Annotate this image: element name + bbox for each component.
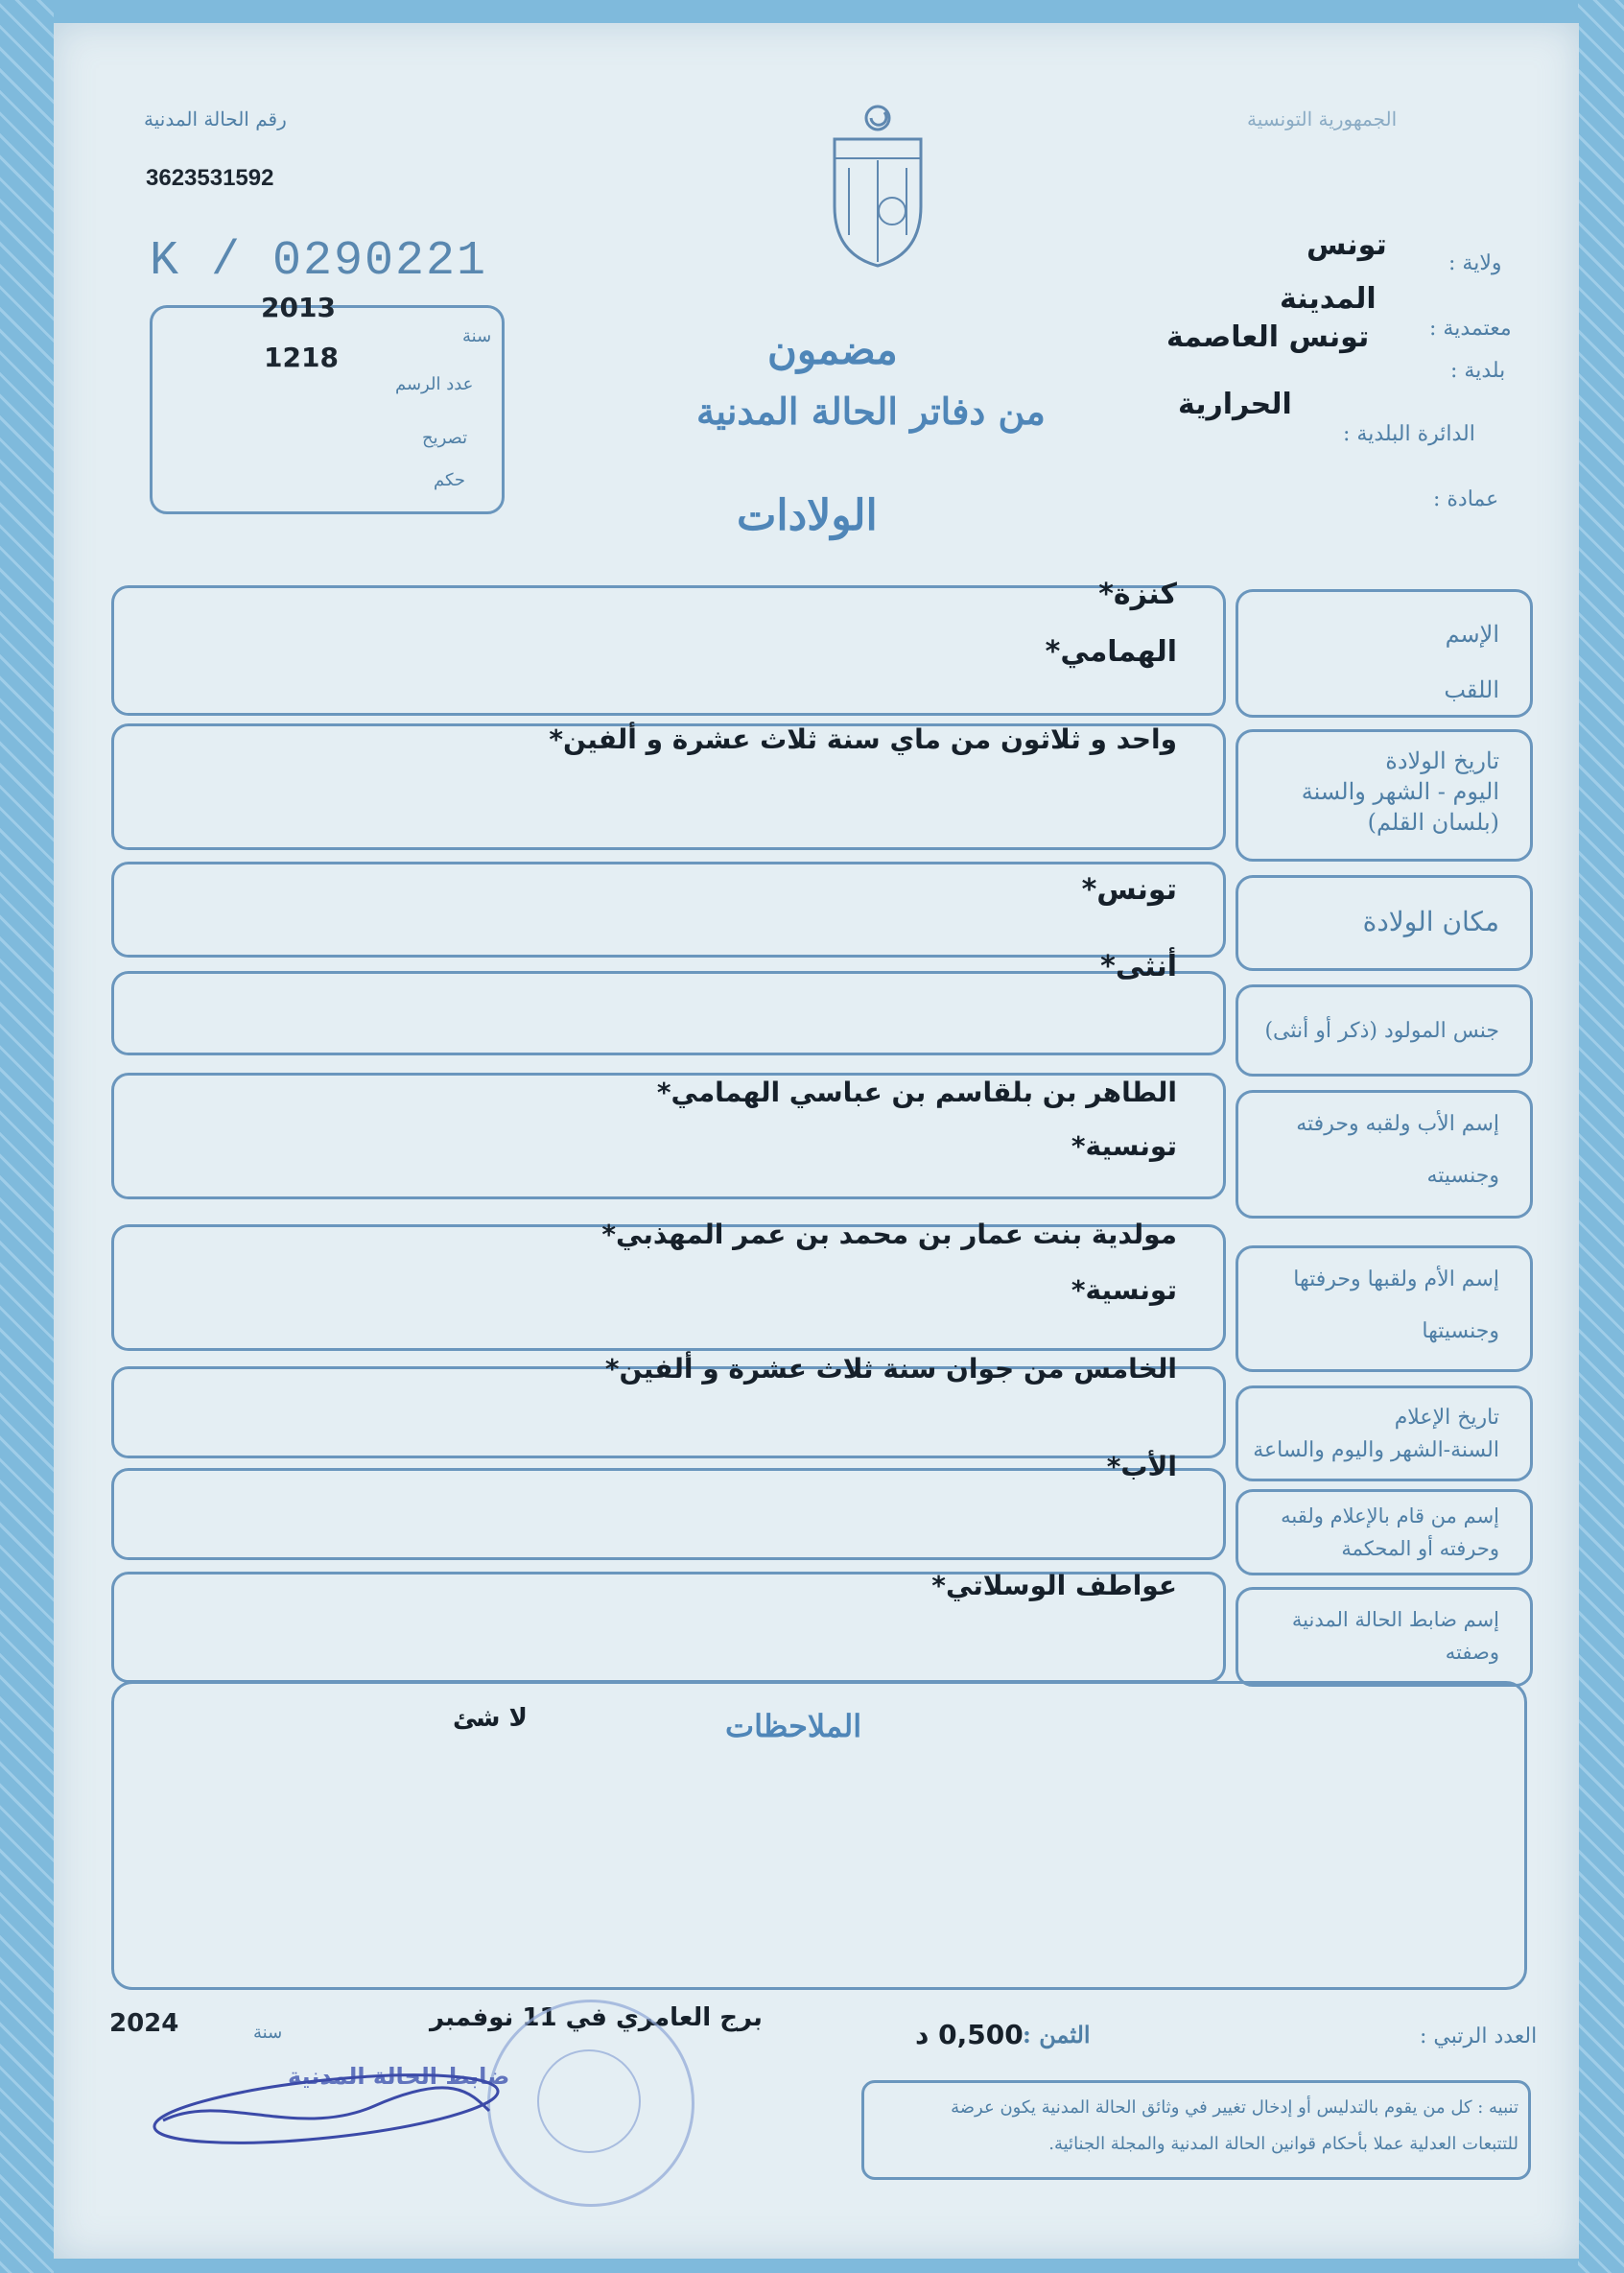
label-declaration-date-sub: السنة-الشهر واليوم والساعة [1253, 1438, 1499, 1462]
wilaya-label: ولاية : [1448, 251, 1502, 275]
value-box-birth-place [111, 862, 1226, 958]
issue-date: برج العامري في 11 نوفمبر [430, 2003, 763, 2032]
coat-of-arms-icon [825, 101, 930, 269]
document-title-line2: من دفاتر الحالة المدنية [696, 390, 1046, 433]
label-box-birth-date [1236, 729, 1533, 862]
label-box-declaration-date [1236, 1385, 1533, 1481]
civil-number: 3623531592 [146, 165, 274, 191]
label-father: إسم الأب ولقبه وحرفته [1296, 1112, 1499, 1136]
document-title-line1: مضمون [767, 326, 898, 373]
label-birth-date: تاريخ الولادة [1385, 747, 1499, 774]
serial-number: K / 0290221 [150, 234, 488, 289]
label-officer: إسم ضابط الحالة المدنية [1291, 1608, 1499, 1631]
label-birth-place: مكان الولادة [1362, 906, 1499, 937]
year-label: سنة [462, 326, 492, 346]
remarks-label: الملاحظات [725, 1708, 862, 1744]
price-value: 0,500 د [915, 2019, 1024, 2050]
label-box-father [1236, 1090, 1533, 1219]
label-surname: اللقب [1444, 676, 1499, 703]
price-label: الثمن : [1023, 2021, 1091, 2048]
republic-label: الجمهورية التونسية [1247, 107, 1398, 130]
warning-line1: تنبيه : كل من يقوم بالتدليس أو إدخال تغيير في وثائق الحالة المدنية يكون عرضة [951, 2097, 1518, 2118]
act-number: 1218 [264, 342, 339, 373]
label-mother-nationality: وجنسيتها [1422, 1319, 1499, 1343]
registry-number-label: العدد الرتبي : [1420, 2024, 1538, 2048]
label-declaration-date: تاريخ الإعلام [1394, 1406, 1499, 1430]
label-mother: إسم الأم ولقبها وحرفتها [1293, 1267, 1499, 1291]
mutamadia-label: معتمدية : [1429, 317, 1512, 341]
birth-date-value: واحد و ثلاثون من ماي سنة ثلاث عشرة و ألفين* [549, 723, 1177, 755]
official-stamp-inner-icon [537, 2049, 641, 2153]
signature-icon [144, 2053, 508, 2159]
judgment-label: حكم [434, 470, 466, 490]
act-year: 2013 [261, 292, 336, 323]
right-guilloche-border [1578, 0, 1624, 2273]
mother-nationality-value: تونسية* [1071, 1274, 1177, 1306]
father-nationality-value: تونسية* [1071, 1130, 1177, 1162]
label-box-name [1236, 589, 1533, 718]
label-officer-sub: وصفته [1445, 1641, 1499, 1664]
daira-label: الدائرة البلدية : [1343, 422, 1475, 446]
label-box-officer [1236, 1587, 1533, 1687]
signatory-stamp: ضابط الحالة المدنية [288, 2063, 510, 2090]
label-declarant: إسم من قام بالإعلام ولقبه [1281, 1504, 1499, 1527]
baladia-value: تونس العاصمة [1166, 320, 1370, 354]
imada-label: عمادة : [1433, 487, 1499, 511]
civil-number-label: رقم الحالة المدنية [144, 107, 287, 130]
value-box-sex [111, 971, 1226, 1055]
label-box-birth-place [1236, 875, 1533, 971]
baladia-label: بلدية : [1450, 359, 1506, 383]
value-box-declarant [111, 1468, 1226, 1560]
first-name-value: كنزة* [1098, 578, 1177, 611]
label-first-name: الإسم [1445, 621, 1499, 648]
document-title-births: الولادات [737, 491, 878, 540]
warning-box [861, 2080, 1531, 2180]
mother-value: مولدية بنت عمار بن محمد بن عمر المهذبي* [601, 1219, 1177, 1250]
label-sex: جنس المولود (ذكر أو أنثى) [1264, 1019, 1499, 1043]
warning-line2: للتتبعات العدلية عملا بأحكام قوانين الحالة المدنية والمجلة الجنائية. [1048, 2134, 1518, 2154]
mutamadia-value: المدينة [1280, 282, 1377, 316]
label-father-nationality: وجنسيته [1426, 1164, 1499, 1188]
label-birth-date-words: (بلسان القلم) [1367, 809, 1499, 836]
declaration-label: تصريح [422, 428, 468, 448]
left-guilloche-border [0, 0, 54, 2273]
label-birth-date-sub: اليوم - الشهر والسنة [1301, 778, 1499, 805]
sex-value: أنثى* [1100, 950, 1177, 983]
issue-year-label: سنة [253, 2023, 283, 2043]
label-declarant-sub: وحرفته أو المحكمة [1341, 1537, 1499, 1560]
daira-value: الحرارية [1178, 388, 1292, 421]
surname-value: الهمامي* [1045, 635, 1177, 669]
label-box-mother [1236, 1245, 1533, 1372]
issue-year: 2024 [109, 2009, 179, 2038]
remarks-value: لا شئ [453, 1704, 528, 1733]
officer-value: عواطف الوسلاتي* [931, 1570, 1177, 1601]
wilaya-value: تونس [1306, 228, 1387, 262]
declarant-value: الأب* [1106, 1451, 1177, 1482]
declaration-date-value: الخامس من جوان سنة ثلاث عشرة و ألفين* [604, 1353, 1177, 1385]
act-number-label: عدد الرسم [395, 374, 474, 394]
birth-place-value: تونس* [1081, 873, 1177, 907]
label-box-declarant [1236, 1489, 1533, 1575]
father-value: الطاهر بن بلقاسم بن عباسي الهمامي* [656, 1077, 1177, 1108]
label-box-sex [1236, 984, 1533, 1077]
